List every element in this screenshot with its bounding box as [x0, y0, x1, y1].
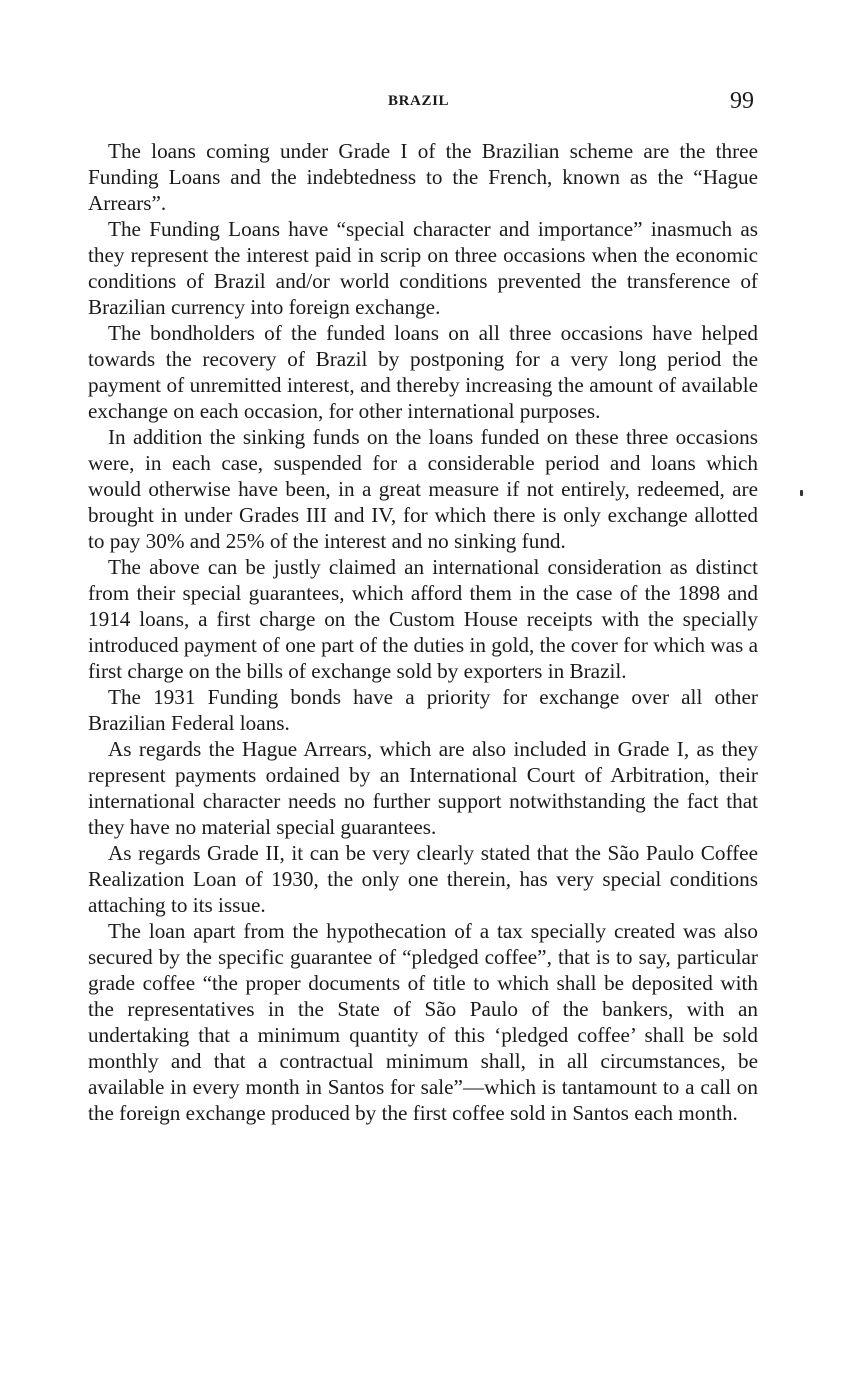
stray-ink-mark — [800, 490, 803, 496]
paragraph: The Funding Loans have “special character and importance” inasmuch as they represent the interest paid in scrip on three occasions when the economic conditions of Brazil and/or world conditions prevented the transference of Brazilian currency into foreign exchange. — [88, 217, 758, 319]
paragraph: As regards Grade II, it can be very clearly stated that the São Paulo Coffee Realization Loan of 1930, the only one therein, has very special conditions attaching to its issue. — [88, 841, 758, 917]
paragraph: The bondholders of the funded loans on all three occasions have helped towards the recovery of Brazil by postponing for a very long period the payment of unremitted interest, and thereby increasing the amount of available exchange on each occasion, for other international purposes. — [88, 321, 758, 423]
body-text — [88, 138, 758, 1126]
paragraph: The 1931 Funding bonds have a priority for exchange over all other Brazilian Federal loans. — [88, 685, 758, 735]
page-number: 99 — [730, 88, 754, 114]
paragraph: The loans coming under Grade I of the Brazilian scheme are the three Funding Loans and the indebtedness to the French, known as the “Hague Arrears”. — [88, 139, 758, 215]
paragraph: In addition the sinking funds on the loans funded on these three occasions were, in each case, suspended for a considerable period and loans which would otherwise have been, in a great measure if not entirely, redeemed, are brought in under Grades III and IV, for which there is only exchange allotted to pay 30% and 25% of the interest and no sinking fund. — [88, 425, 758, 553]
paragraph: The above can be justly claimed an international consideration as distinct from their special guarantees, which afford them in the case of the 1898 and 1914 loans, a first charge on the Custom House receipts with the specially introduced payment of one part of the duties in gold, the cover for which was a first charge on the bills of exchange sold by exporters in Brazil. — [88, 555, 758, 683]
running-head: BRAZIL — [388, 93, 450, 109]
paragraph: As regards the Hague Arrears, which are also included in Grade I, as they represent payments ordained by an International Court of Arbitration, their international character needs no further support notwithstanding the fact that they have no material special guarantees. — [88, 737, 758, 839]
paragraph: The loan apart from the hypothecation of a tax specially created was also secured by the specific guarantee of “pledged coffee”, that is to say, particular grade coffee “the proper documents of title to which shall be deposited with the representatives in the State of São Paulo of the bankers, with an undertaking that a minimum quantity of this ‘pledged coffee’ shall be sold monthly and that a contractual minimum shall, in all circumstances, be available in every month in Santos for sale”—which is tantamount to a call on the foreign exchange produced by the first coffee sold in Santos each month. — [88, 919, 758, 1125]
